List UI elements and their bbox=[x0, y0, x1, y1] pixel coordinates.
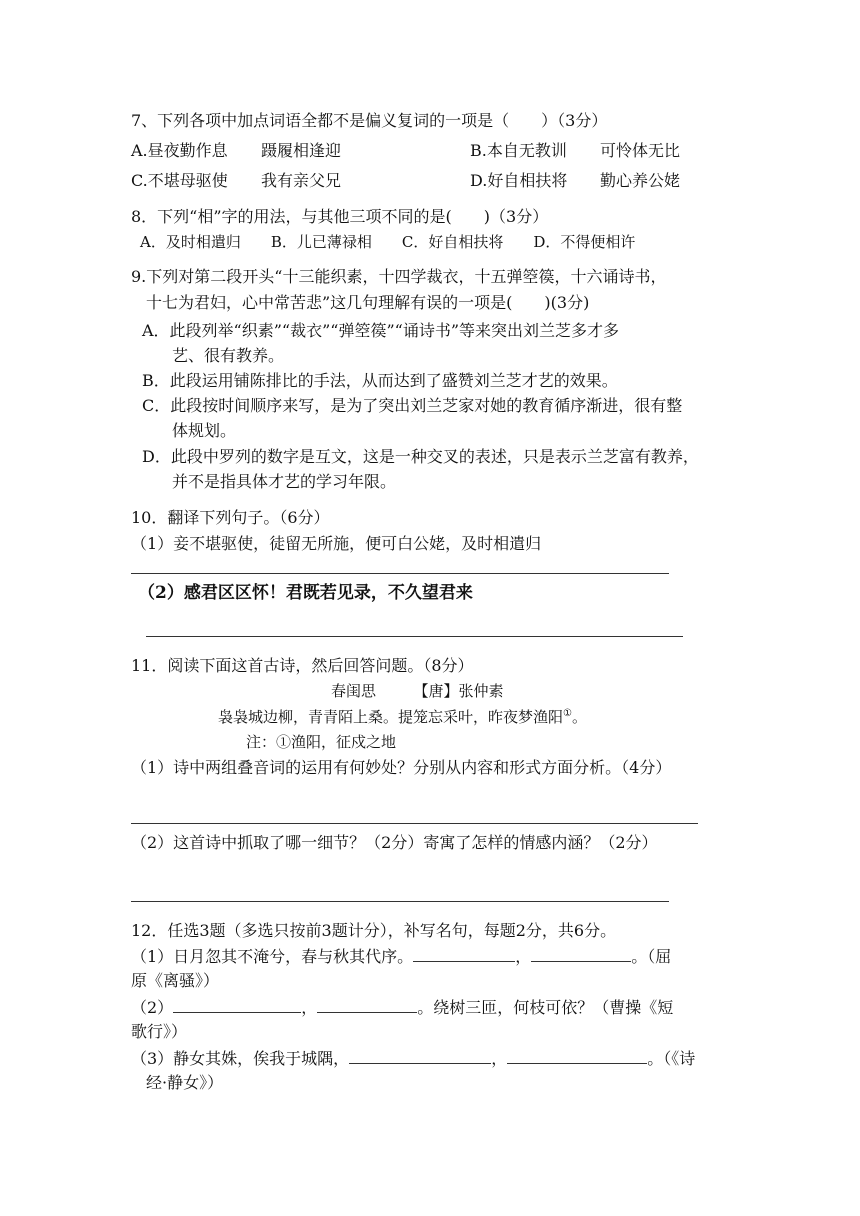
q12-item-1-end: 。（屈 bbox=[631, 947, 672, 966]
q12-item-1-line1 bbox=[131, 945, 671, 968]
q12-item-1-blank-1[interactable] bbox=[413, 945, 515, 962]
q12-item-2-blank-2[interactable] bbox=[317, 996, 417, 1013]
q9-stem-line1: 9.下列对第二段开头“十三能织素，十四学裁衣，十五弹箜篌，十六诵诗书， bbox=[131, 267, 667, 286]
q12-item-3-text: （3）静女其姝，俟我于城隅， bbox=[131, 1049, 350, 1068]
q10-stem: 10．翻译下列句子。（6分） bbox=[131, 508, 330, 527]
q10-sentence-2: （2）感君区区怀！君既若见录，不久望君来 bbox=[138, 583, 473, 603]
q7-option-b bbox=[470, 140, 681, 162]
q7-option-a bbox=[131, 140, 342, 162]
q9-option-a-line1: A．此段列举“织素”“裁衣”“弹箜篌”“诵诗书”等来突出刘兰芝多才多 bbox=[142, 321, 619, 340]
q7-option-d-text2: 勤心养公姥 bbox=[600, 171, 681, 190]
q11-sub-2: （2）这首诗中抓取了哪一细节？（2分）寄寓了怎样的情感内涵？（2分） bbox=[131, 833, 658, 852]
q12-item-2-line1 bbox=[131, 996, 673, 1019]
q9-option-c-line2: 体规划。 bbox=[172, 421, 237, 440]
q7-option-b-text1: B.本自无教训 bbox=[470, 141, 567, 160]
q7-option-b-text2: 可怜体无比 bbox=[600, 141, 681, 160]
q11-answer-line-2[interactable] bbox=[131, 901, 669, 902]
poem-note-mark: ① bbox=[563, 708, 572, 719]
q12-stem: 12．任选3题（多选只按前3题计分），补写名句，每题2分，共6分。 bbox=[131, 921, 617, 940]
q7-stem: 7、下列各项中加点词语全都不是偏义复词的一项是（ ）（3分） bbox=[131, 111, 608, 130]
q7-option-d bbox=[470, 170, 681, 192]
q9-option-d-line1: D．此段中罗列的数字是互文，这是一种交叉的表述，只是表示兰芝富有教养， bbox=[142, 447, 699, 466]
q12-item-2-sep: ， bbox=[301, 998, 318, 1017]
poem-title: 春闺思 【唐】张仲素 bbox=[331, 682, 504, 700]
q8-options: A．及时相遣归 B．儿已薄禄相 C．好自相扶将 D．不得便相许 bbox=[140, 233, 636, 251]
q12-item-2-text: （2） bbox=[131, 998, 174, 1017]
q12-item-1-text: （1）日月忽其不淹兮，春与秋其代序。 bbox=[131, 947, 414, 966]
q12-item-2-line2: 歌行》） bbox=[131, 1022, 188, 1041]
q10-answer-line-2[interactable] bbox=[146, 636, 683, 637]
q12-item-1-line2: 原《离骚》） bbox=[131, 971, 220, 990]
q12-item-3-sep: ， bbox=[491, 1049, 508, 1068]
q7-option-c bbox=[131, 170, 342, 192]
q9-option-a-line2: 艺、很有教养。 bbox=[172, 346, 285, 365]
q8-stem: 8．下列“相”字的用法，与其他三项不同的是( )（3分） bbox=[131, 207, 549, 226]
q12-item-1-sep: ， bbox=[515, 947, 532, 966]
q7-option-a-text2: 蹑履相逢迎 bbox=[261, 141, 342, 160]
poem-body: 袅袅城边柳，青青陌上桑。提笼忘采叶，昨夜梦渔阳 bbox=[218, 708, 564, 726]
q12-item-2-end: 。绕树三匝，何枝可依？（曹操《短 bbox=[417, 998, 674, 1017]
q10-answer-line-1[interactable] bbox=[131, 573, 669, 574]
q12-item-3-blank-1[interactable] bbox=[349, 1047, 491, 1064]
poem-end: 。 bbox=[571, 708, 587, 726]
q12-item-3-line2: 经·静女》） bbox=[146, 1073, 224, 1092]
q12-item-1-blank-2[interactable] bbox=[531, 945, 631, 962]
q11-sub-1: （1）诗中两组叠音词的运用有何妙处？分别从内容和形式方面分析。（4分） bbox=[131, 758, 672, 777]
q9-stem-line2: 十七为君妇，心中常苦悲”这几句理解有误的一项是( )(3分) bbox=[146, 293, 590, 312]
q9-option-c-line1: C．此段按时间顺序来写，是为了突出刘兰芝家对她的教育循序渐进，很有整 bbox=[142, 396, 683, 415]
q12-item-3-line1 bbox=[131, 1047, 695, 1070]
q9-option-d-line2: 并不是指具体才艺的学习年限。 bbox=[172, 472, 397, 491]
q12-item-3-blank-2[interactable] bbox=[507, 1047, 647, 1064]
q12-item-2-blank-1[interactable] bbox=[173, 996, 301, 1013]
q10-sentence-1: （1）妾不堪驱使，徒留无所施，便可白公姥，及时相遣归 bbox=[131, 534, 542, 553]
poem-text bbox=[218, 706, 587, 728]
q11-answer-line-1[interactable] bbox=[131, 823, 698, 824]
q11-stem: 11．阅读下面这首古诗，然后回答问题。（8分） bbox=[131, 656, 474, 675]
q7-option-c-text2: 我有亲父兄 bbox=[261, 171, 342, 190]
q7-option-c-text1: C.不堪母驱使 bbox=[131, 171, 228, 190]
q12-item-3-end: 。（《诗 bbox=[647, 1049, 696, 1068]
poem-note: 注：①渔阳，征戍之地 bbox=[246, 733, 397, 751]
q7-option-d-text1: D.好自相扶将 bbox=[470, 171, 568, 190]
q9-option-b: B．此段运用铺陈排比的手法，从而达到了盛赞刘兰芝才艺的效果。 bbox=[142, 371, 618, 390]
q7-option-a-text1: A.昼夜勤作息 bbox=[131, 141, 228, 160]
